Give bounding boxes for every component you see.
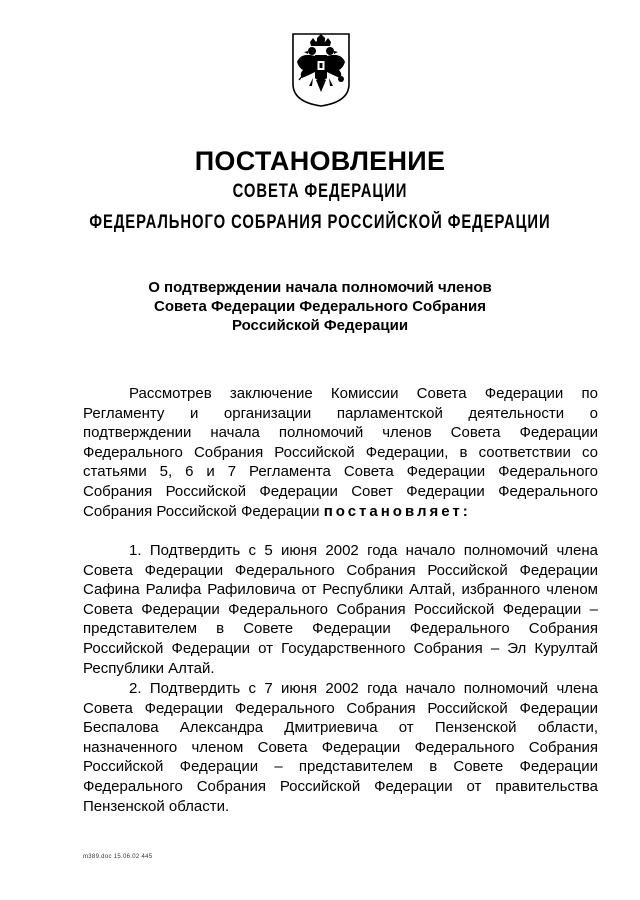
file-reference: m389.doc 15.06.02 445 — [83, 854, 153, 860]
preamble-paragraph — [83, 384, 598, 521]
document-subtitle-line2: ФЕДЕРАЛЬНОГО СОБРАНИЯ РОССИЙСКОЙ ФЕДЕРАЦИИ — [89, 212, 551, 233]
preamble-text: Рассмотрев заключение Комиссии Совета Федерации по Регламенту и организации парламентской деятельности о подтверждении начала полномочий членов Совета Федерации Федерального Собрания Российской Федерации, в соответствии со статьями 5, 6 и 7 Регламента Совета Федерации Федерального Собрания Российской Федерации Совет Федерации Федерального Собрания Российской Федерации — [83, 385, 598, 520]
resolution-item-1 — [83, 541, 598, 678]
resolution-item-2 — [83, 679, 598, 816]
resolution-item-text: 1. Подтвердить с 5 июня 2002 года начало полномочий члена Совета Федерации Федерального Собрания Российской Федерации Сафина Ралифа Рафиловича от Республики Алтай, избранного членом Совета Федерации Федерального Собрания Российской Федерации – представителем в Совете Федерации Федерального Собрания Российской Федерации от Государственного Собрания – Эл Курултай Республики Алтай. — [83, 542, 598, 677]
subject-line: Российской Федерации — [231, 317, 409, 334]
subject-line: Совета Федерации Федерального Собрания — [153, 298, 487, 315]
resolution-item-text: 2. Подтвердить с 7 июня 2002 года начало полномочий члена Совета Федерации Федерального Собрания Российской Федерации Беспалова Александра Дмитриевича от Пензенской области, назначенного членом Совета Федерации Федерального Собрания Российской Федерации – представителем в Совете Федерации Федерального Собрания Российской Федерации от правительства Пензенской области. — [83, 680, 598, 815]
document-subtitle-line1: СОВЕТА ФЕДЕРАЦИИ — [232, 181, 408, 202]
resolves-word: постановляет: — [323, 502, 471, 520]
subject-line: О подтверждении начала полномочий членов — [148, 279, 492, 296]
document-subject — [0, 278, 640, 335]
double-headed-eagle-emblem-icon — [291, 32, 351, 108]
document-title: ПОСТАНОВЛЕНИЕ — [194, 146, 446, 176]
